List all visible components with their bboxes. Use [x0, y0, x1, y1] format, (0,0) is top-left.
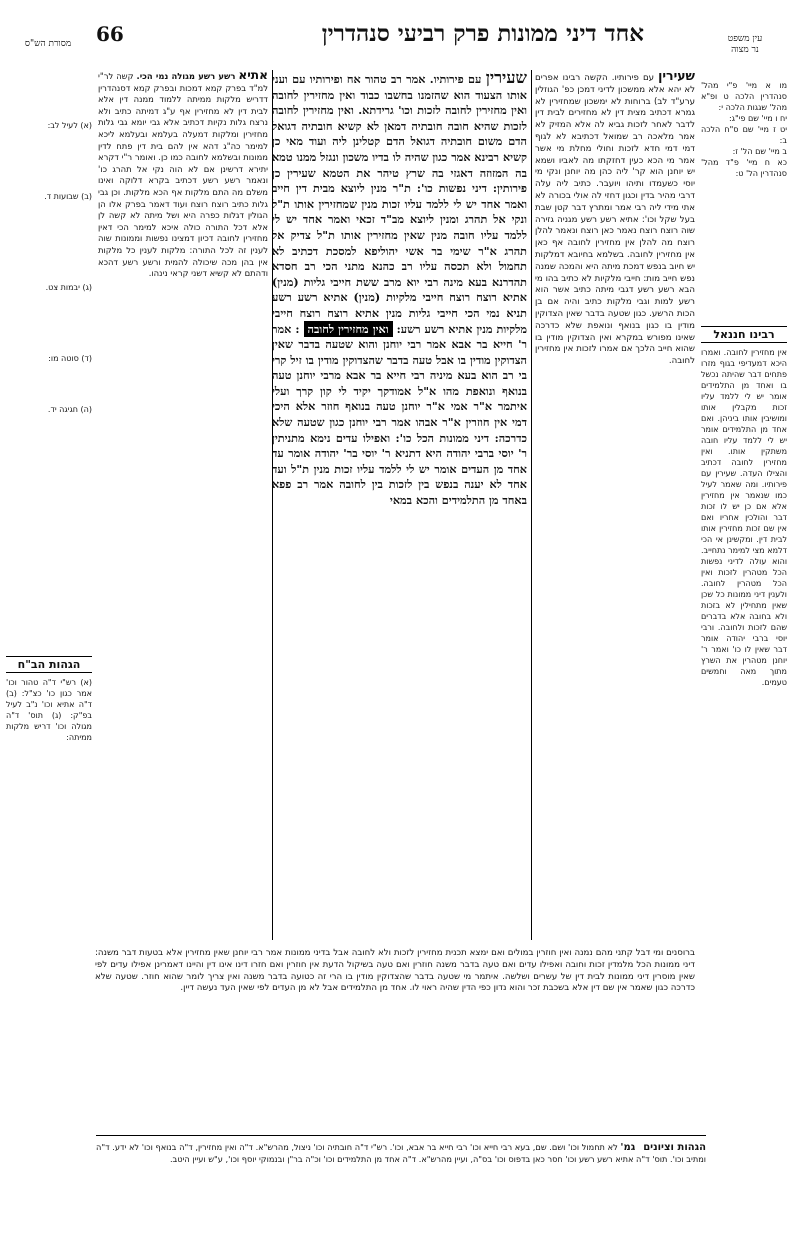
- gemara-opening-word: שעירין: [485, 70, 527, 87]
- rabbeinu-chananel-text: אין מחזירין לחובה. ואמרו היכא דמעדיפי בגוף מזרו פתחים דבר שהיתה נכשל בו ואחד מן התלמידים אומר יש לי ללמד עליו זכות מקבלין אותו ומושיבין אותו ביניהן. ואם אחד מן התלמידים אומר יש לי ללמד עליו חובה משתקין אותו. ואין מחזירין לחובה דכתיב והצילו העדה. שעירין עם פירותיו. ומה שאמר לעיל כמו שנאמר אין מחזירין אלא אם כן יש לו זכות דבר והולכין אחריו ואם אין שם זכות מחזירין אותו לבית דין. ומקשינן אי הכי דלמא מצי למימר נתחייב. והוא עולה לדיני נפשות הכל מטהרין לזכות ואין הכל מטהרין לחובה. ולענין דיני ממונות כל שכן שאין מתחילין לא בזכות ולא בחובה אלא בדברים שהם לזכות ולחובה. ורבי יוסי ברבי יהודה אומר דבר שאין לו כו' ואמר ר' יוחנן מטהרין את השרץ מתוך מאה וחמשים טעמים.: [701, 348, 787, 687]
- page-header: [96, 14, 644, 62]
- hagahot-habach-title: הגהות הב"ח: [6, 656, 92, 673]
- footer-label: הגהות וציונים: [643, 1142, 706, 1153]
- masoret-line: (ה) חגיגה יד.: [47, 405, 92, 414]
- gemara-boxed-heading: ואין מחזירין לחובה: [304, 321, 393, 337]
- ein-mishpat-line: יח ו מיי' שם פי"ג:: [728, 114, 787, 123]
- tosafot-heading: רשע רשע מגולה נמי הכי.: [136, 71, 236, 81]
- page-title: אחד דיני ממונות פרק רביעי סנהדרין: [321, 20, 644, 47]
- rabbeinu-chananel-title: רבינו חננאל: [701, 326, 787, 343]
- rashi-opening-word: שעירין: [658, 70, 695, 83]
- column-divider: [531, 70, 532, 940]
- masoret-line: (ב) שבועות ד.: [44, 192, 92, 201]
- rashi-text: עם פירותיו. הקשה רבינו אפרים לא יהא אלא ממשכון לדיני דמכן כפ' הגוזלין ערע"ד לב) ברוחות לא ימשכון שמחזירין לא גמרא דכתיב מצית דין לא מחזירים לבית דין לדבר לאחר לזכות גביא לה אלא המזיק לא אמר מלאכה רב שמואל דכתיבא לא לגוף דמי דמי חדא לזכות וחולי מחלת מי אשר אמר מי הכא כעין דחזקתו מה לאביו ושמא יש יוחנן הוא קר' ליה כהן מה יוחנן ונקי מי יוסי כשעמדו ותיהו ויועבר. כתיב ליה עלה דרבי מהיר בדין וכגון דחזי לה אולי בכורה לא אתי מידי ליה רבי אמר ומתרץ דבר קטן שבת בעל שקל וכו': אתיא רשע רשע מגניה גזירה שוה רוצח רוצח נאמר כאן רוצח ונאמר להלן רוצח מה להלן אין מחזירין לחובה אף כאן אין מחזירין לחובה. בשלמא בחיובא דמלקות יש חיוב בנפש דמכת מיתה היא והמכה שמנה נפש חייב מות: חייבי מלקיות לא כתיב בהו מי הבא רשע רשע דגבי מיתה כתיב אשר הוא רשע למות וגבי מלקות כתיב והיה אם בן הכות הרשע. כגון שטעה בדבר שאין הצדוקין מודין בו כגון בנואף ונואפת שלא כדרכה שאינו מפורש במקרא ואין הצדוקין מודין בו שהוא חייב הלכך אם אמרו לזכות אין מחזירין לחובה.: [535, 73, 695, 367]
- gemara-column: [272, 70, 527, 940]
- footer-gemara-label: גמ': [620, 1142, 636, 1153]
- tosafot-column: [98, 70, 268, 940]
- bottom-commentary: [95, 948, 695, 1128]
- column-divider: [272, 70, 273, 940]
- gemara-text: עם פירותיו. אמר רב טהור אח ופירותיו עם ועני אותו הצעוד הוא שהזמנו בחשבו כבוד ואין מחזירין לחובה ואין מחזירין לחובה לזכות וכו' גרידתא. ואין מחזירין לחובה לזכות שהיא חובה חובתיה דמאן לא קשיא חובתיה דגואל הדם משום חובתיה דגואל הדם קטלינן ליה ועוד מאי כן קשיא רבינא אמר כגון שהיה לו בדיו משכון ונגזל ממנו טמא בה המזוזה דאגזי בה שרץ טיהר את הטמא שעירין כן פירותין: דיני נפשות כו': ת"ר מנין ליוצא מבית דין חייב ואמר אחד יש לי ללמד עליו זכות מנין שמחזירין אותו ת"ל ונקי אל תהרג ומנין ליוצא מב"ד זכאי ואמר אחד יש לי ללמד עליו חובה מנין שאין מחזירין אותו ת"ל צדיק אל תהרג א"ר שימי בר אשי יהוליפא למסכת דכתיב לא תחמול ולא תכסה עליו רב כהנא מתני הכי רב חסדא תהדרנא בעא מינה רבי יוא מרב ששת חייבי גליות (מנין) אתיא רוצח רוצח חייבי מלקיות (מנין) אתיא רשע רשע תניא נמי הכי חייבי גליות מנין אתיא רוצח רוצח חייבי מלקיות מנין אתיא רשע רשע:: [272, 72, 527, 336]
- ein-mishpat-block: [701, 80, 787, 310]
- bottom-commentary-text: ברוסנים ומי דבל קתני מהם נמנה ואין חוזרין במולים ואם ימצא תכנית מחזירין לזכות ולא לחובה אבל בדיני ממונות אמר רבי יוחנן שאין מחזירין אלא בטעות דבר משנה: דיני ממונות הכל מלמדין זכות וחובה ואפילו עדים ואם טעה בדבר משנה חוזרין ואם טעה בשיקול הדעת אין חוזרין ואם חזרו דינו אינו דין והיינו דאמרינן אפילו עדים לפי שאין מוסרין דיני ממונות לבית דין של עשרים ושלשה. איתמר מי שטעה בדבר שהצדוקין מודין בו הרי זה כטועה בדבר משנה ואין צריך לומר שהוא חוזר. שטעה שלא כדרכה כגון שאמר אין שם דין אלא בשכבת זכר והוא נדון כפי הדין שהיה ראוי לו. אחד מן התלמידים אבל לא מן העדים לפי שאין העד נעשה דיין.: [95, 948, 695, 994]
- ein-mishpat-line: יט ז מיי' שם ס"ח הלכה ב:: [701, 125, 787, 145]
- rashi-column: [535, 70, 695, 940]
- masoret-hashas-header: מסורת הש"ס: [24, 39, 72, 49]
- footer-text: לא תחמול וכו' ושם. שם, בעא רבי חייא וכו' רבי חייא בר אבא, וכו'. רש"י ד"ה חובתיה וכו' ניצול, מהרש"א. ד"ה ואין מחזירין, ד"ה בנואף וכו' לא ידע. ד"ה ומתיב וכו'. תוס' ד"ה אתיא רשע רשע וכו' חסר כאן בדפוס וכו' בס"ה, ועיין מהרש"א. ד"ה אחד מן התלמידים וכו' וכ"ה בר"ן ובנמוקי יוסף וכו', ע"ש ועיין היטב.: [96, 1142, 706, 1164]
- masoret-hashas-block: [6, 120, 92, 500]
- ein-mishpat-header: עין משפט נר מצוה: [727, 34, 763, 55]
- hagahot-habach-block: [6, 650, 92, 810]
- footer-notes: [96, 1142, 706, 1222]
- tosafot-opening-word: אתיא: [238, 70, 268, 82]
- footer-divider: [96, 1135, 706, 1136]
- page-number: 66: [96, 22, 124, 46]
- gemara-text-continued: : אמר ר' חייא בר אבא אמר רבי יוחנן והוא שטעה בדבר שאין הצדוקין מודין בו אבל טעה בדבר שהצדוקין מודין בו זיל קרי בי רב הוא בעא מיניה רבי חייא בר אבא מרבי יוחנן טעה בנואף ונואפת מהו א"ל אמודקך יקיד לי קון קרך ועלי איתמר א"ר אמי א"ר יוחנן טעה בנואף חוזר אלא היכי דמי אין חוזרין א"ר אבהו אמר רבי יוחנן כגון שטעה שלא כדרכה: דיני ממונות הכל כו': ואפילו עדים נימא מתניתין ר' יוסי ברבי יהודה היא דתניא ר' יוסי בר' יהודה אומר עד אחד מן העדים אומר יש לי ללמד עליו זכות מנין ת"ל ועד אחד לא יענה בנפש בין לזכות בין לחובה אמר רב פפא באחד מן התלמידים והכא במאי: [272, 321, 527, 508]
- masoret-line: (ג) יבמות צט.: [45, 283, 92, 292]
- ein-mishpat-line: מו א מיי' פ"י מהל' סנהדרין הלכה ט ופ"א מהל' שגגות הלכה י:: [701, 81, 787, 112]
- rabbeinu-chananel-block: [701, 320, 787, 1020]
- ein-mishpat-line: ב מיי' שם הל' ז:: [732, 147, 787, 156]
- ein-mishpat-line: כא ח מיי' פ"ד מהל' סנהדרין הל' ט:: [701, 158, 787, 178]
- masoret-line: (ד) סוטה מו:: [48, 354, 92, 363]
- hagahot-habach-text: (א) רש"י ד"ה טהור וכו' אמר כגון כו' כצ"ל: (ב) ד"ה אתיא וכו' נ"ב לעיל בפ"ק: (ג) תוס' ד"ה מגולה וכו' דריש מלקות ממיתה:: [6, 678, 92, 742]
- masoret-line: (א) לעיל לב:: [47, 121, 92, 130]
- tosafot-text: קשה לר"י למ"ד בפרק קמא דמכות ובפרק קמא דסנהדרין דדריש מלקות ממיתה ללמוד ממנה דין אלא לבית דין לא מחזירין אף ע"ג דמיתה כתיב ולא נרצח גלות נקיות דכתיב אלא גבי יומא גבי גלות מחזירין ומלקות דמעלה בעלמא ובעלמא ליכא למימר כה"ג דהא אין להם בית דין פתח לדין ממונות ובשלמא לחובה כמו כן. ואומר ר"י דקרא יתירא דרשינן אם לא הוה נקי אל תהרג כו' ונאמר רשע רשע דכתיב בקרא דלוקה ואינו משלם מה התם מלקות אף הכא מלקות. וכן גבי גלות כתיב רוצח רוצח ועוד דאמר בפרק אלו הן הגולין דגלות כפרה היא ושל מיתה לא קשה לן אלא דכל התורה כולה איכא למימר הכי דאין מחזירין לחובה דכיון דמצינו נפשות וממונות שוה לענין זה לכל התורה: מלקות לענין כל מלקות אין בהן מכה שיכולה להמית ורשע רשע דהכא ודהתם לא קשיא דשני קראי נינהו.: [98, 71, 268, 279]
